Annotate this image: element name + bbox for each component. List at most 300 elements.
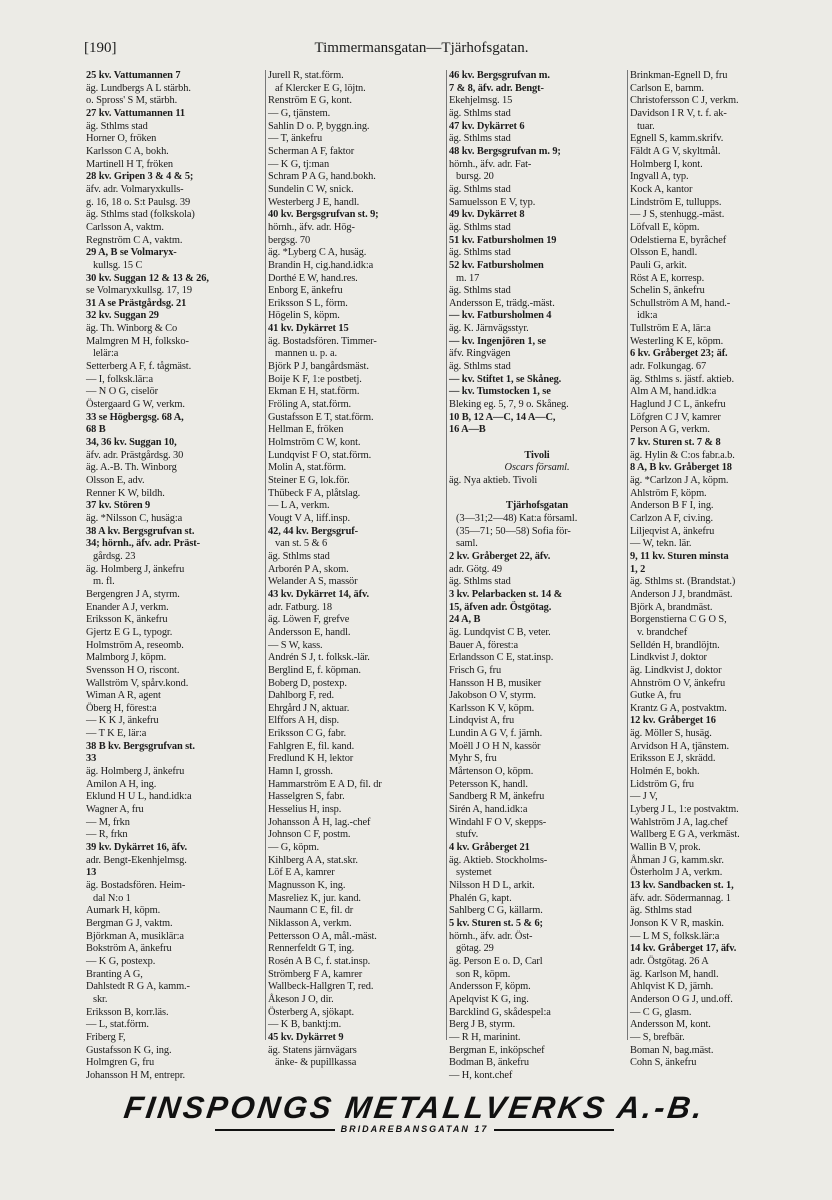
directory-line: Jakobson O V, styrm. bbox=[449, 690, 536, 702]
directory-line: Eriksson S L, förm. bbox=[268, 297, 348, 309]
directory-line: Jonson K V R, maskin. bbox=[630, 917, 724, 929]
directory-line: saml. bbox=[456, 538, 478, 550]
directory-line: g. 16, 18 o. S:t Paulsg. 39 bbox=[86, 196, 191, 208]
directory-line: Carlzon A F, civ.ing. bbox=[630, 512, 713, 524]
directory-line: Holmberg I, kont. bbox=[630, 158, 703, 170]
directory-line: 38 B kv. Bergsgrufvan st. bbox=[86, 740, 195, 752]
directory-line: äg. A.-B. Th. Winborg bbox=[86, 462, 177, 474]
directory-line: 46 kv. Bergsgrufvan m. bbox=[449, 70, 550, 81]
directory-line: Holmström C W, kont. bbox=[268, 437, 361, 449]
directory-line: Cohn S, änkefru bbox=[630, 1057, 697, 1069]
directory-line: Windahl F O V, skepps- bbox=[449, 816, 547, 828]
directory-line: äg. *Lyberg C A, husäg. bbox=[268, 247, 367, 259]
directory-line: 6 kv. Gråberget 23; äf. bbox=[630, 348, 728, 360]
directory-line: 7 & 8, äfv. adr. Bengt- bbox=[449, 82, 544, 94]
directory-line: Fahlgren E, fil. kand. bbox=[268, 740, 355, 752]
directory-line: Christofersson C J, verkm. bbox=[630, 95, 739, 107]
directory-line: Frisch G, fru bbox=[449, 664, 502, 676]
directory-line: Andersson E, handl. bbox=[268, 626, 351, 638]
directory-line: äg. *Nilsson C, husäg:a bbox=[86, 512, 183, 524]
directory-line: dal N:o 1 bbox=[93, 892, 131, 904]
directory-line: änke- & pupillkassa bbox=[275, 1057, 357, 1069]
directory-line: äg. *Carlzon J A, köpm. bbox=[630, 475, 729, 486]
directory-line: äg. Sthlms stad bbox=[449, 247, 511, 259]
directory-line: Fröling A, stat.förm. bbox=[268, 399, 352, 411]
directory-line: 13 bbox=[86, 867, 97, 879]
directory-line: Ekehjelmsg. 15 bbox=[449, 95, 513, 107]
directory-line: 33 se Högbergsg. 68 A, bbox=[86, 411, 184, 423]
directory-line: Åhman J G, kamm.skr. bbox=[630, 854, 724, 866]
directory-line: Sahlberg C G, källarm. bbox=[449, 905, 543, 917]
directory-line: Anderson O G J, und.off. bbox=[630, 993, 733, 1005]
directory-line: Lundin A G V, f. järnh. bbox=[449, 728, 543, 740]
directory-line: Masreliez K, jur. kand. bbox=[268, 892, 361, 904]
directory-line: adr. Fatburg. 18 bbox=[268, 601, 333, 613]
directory-line: Hellman E, fröken bbox=[268, 424, 344, 436]
directory-line: hörnh., äfv. adr. Fat- bbox=[449, 158, 532, 170]
directory-line: — J S, stenhugg.-mäst. bbox=[630, 209, 725, 221]
directory-line: Elffors A H, disp. bbox=[268, 715, 340, 727]
directory-line: Berglind E, f. köpman. bbox=[268, 664, 361, 676]
directory-line: — G, köpm. bbox=[268, 842, 319, 854]
directory-line: o. Spross' S M, stärbh. bbox=[86, 95, 178, 107]
directory-line: äg. Sthlms stad bbox=[449, 361, 511, 373]
directory-line: Boman N, bag.mäst. bbox=[630, 1044, 714, 1056]
directory-line: 48 kv. Bergsgrufvan m. 9; bbox=[449, 145, 561, 157]
directory-line: 31 A se Prästgårdsg. 21 bbox=[86, 297, 187, 309]
directory-line: 49 kv. Dykärret 8 bbox=[449, 209, 525, 221]
directory-line: Enander A J, verkm. bbox=[86, 601, 169, 613]
column-4 bbox=[627, 70, 808, 1069]
directory-line: v. brandchef bbox=[637, 626, 688, 638]
column-1 bbox=[84, 70, 265, 1081]
directory-line: Hamn I, grossh. bbox=[268, 766, 333, 778]
directory-line: systemet bbox=[456, 867, 492, 879]
directory-line: 9, 11 kv. Sturen minsta bbox=[630, 550, 729, 562]
directory-line: Schullström A M, hand.- bbox=[630, 297, 731, 309]
directory-line: Boije K F, 1:e postbetj. bbox=[268, 373, 362, 385]
directory-line: af Klercker E G, löjtn. bbox=[275, 82, 366, 94]
directory-line: Bergman E, inköpschef bbox=[449, 1044, 545, 1056]
directory-line: Hammarström E A D, fil. dr bbox=[268, 778, 382, 790]
directory-line: — N O G, ciselör bbox=[86, 386, 158, 398]
directory-line bbox=[449, 488, 625, 501]
directory-line: adr. Östgötag. 26 A bbox=[630, 955, 709, 967]
directory-line: 13 kv. Sandbacken st. 1, bbox=[630, 880, 734, 891]
directory-line: 25 kv. Vattumannen 7 bbox=[86, 70, 181, 81]
directory-line: Wallberg E G A, verkmäst. bbox=[630, 829, 740, 841]
directory-line: äg. Sthlms stad bbox=[449, 576, 511, 588]
directory-line: Petersson K, handl. bbox=[449, 778, 528, 790]
directory-line: 34; hörnh., äfv. adr. Präst- bbox=[86, 538, 201, 550]
directory-line: — kv. Tumstocken 1, se bbox=[449, 386, 551, 398]
directory-line: Anderson B F I, ing. bbox=[630, 500, 714, 512]
directory-line: Vougt V A, liff.insp. bbox=[268, 512, 351, 524]
directory-line: mannen u. p. a. bbox=[275, 348, 337, 360]
directory-line: — kv. Ingenjören 1, se bbox=[449, 335, 546, 347]
directory-line: Holmström A, reseomb. bbox=[86, 639, 184, 651]
directory-line: Arborén P A, skom. bbox=[268, 563, 349, 575]
directory-line: Wagner A, fru bbox=[86, 804, 144, 816]
directory-line: Tjärhofsgatan bbox=[505, 500, 569, 512]
directory-line: Gutke A, fru bbox=[630, 690, 682, 702]
directory-line: Steiner E G, lok.för. bbox=[268, 475, 350, 486]
directory-line: Eriksson K, änkefru bbox=[86, 614, 168, 626]
directory-line: äg. Th. Winborg & Co bbox=[86, 323, 178, 335]
directory-line: Mårtenson O, köpm. bbox=[449, 766, 534, 778]
directory-line: Sandberg R M, änkefru bbox=[449, 791, 545, 803]
directory-line: Löf E A, kamrer bbox=[268, 867, 335, 879]
directory-line: Öberg H, förest:a bbox=[86, 702, 157, 714]
directory-line: Sahlin D o. P, byggn.ing. bbox=[268, 120, 370, 132]
directory-line: m. fl. bbox=[93, 576, 115, 588]
directory-line: äg. K. Järnvägsstyr. bbox=[449, 323, 529, 335]
directory-line: — K K J, änkefru bbox=[86, 715, 159, 727]
directory-line: Haglund J C L, änkefru bbox=[630, 399, 726, 411]
directory-line: Martinell H T, fröken bbox=[86, 158, 173, 170]
directory-line: Liljeqvist A, änkefru bbox=[630, 525, 715, 537]
directory-line: 38 A kv. Bergsgrufvan st. bbox=[86, 525, 195, 537]
directory-line: Fredlund K H, lektor bbox=[268, 753, 354, 765]
directory-line: m. 17 bbox=[456, 272, 480, 284]
directory-line: 51 kv. Fatbursholmen 19 bbox=[449, 234, 557, 246]
directory-line: — J V, bbox=[630, 791, 658, 803]
directory-line: hörnh., äfv. adr. Hög- bbox=[268, 221, 355, 233]
directory-line: 40 kv. Bergsgrufvan st. 9; bbox=[268, 209, 379, 221]
directory-line: — kv. Stiftet 1, se Skåneg. bbox=[449, 373, 562, 385]
directory-line: 4 kv. Gråberget 21 bbox=[449, 842, 530, 854]
directory-line: Molin A, stat.förm. bbox=[268, 462, 347, 474]
directory-line: Thübeck F A, plåtslag. bbox=[268, 487, 361, 499]
directory-line: Davidson I R V, t. f. ak- bbox=[630, 107, 727, 119]
directory-line: Lyberg J L, 1:e postvaktm. bbox=[630, 804, 739, 816]
directory-line: Wiman A R, agent bbox=[86, 690, 161, 702]
directory-line: Barcklind G, skådespel:a bbox=[449, 1006, 551, 1018]
directory-line: äg. Sthlms stad bbox=[86, 120, 148, 132]
directory-line: van st. 5 & 6 bbox=[275, 538, 328, 550]
directory-line: Lundqvist F O, stat.förm. bbox=[268, 449, 372, 461]
directory-page bbox=[84, 40, 809, 1165]
directory-line: Apelqvist K G, ing. bbox=[449, 993, 529, 1005]
directory-line: äg. Sthlms stad bbox=[449, 221, 511, 233]
directory-line: Naumann C E, fil. dr bbox=[268, 905, 354, 917]
directory-line: Strömberg F A, kamrer bbox=[268, 968, 363, 980]
directory-line: Bokström A, änkefru bbox=[86, 943, 172, 955]
directory-line: 37 kv. Stören 9 bbox=[86, 500, 151, 512]
directory-line: gårdsg. 23 bbox=[93, 550, 136, 562]
directory-line: Tullström E A, lär:a bbox=[630, 323, 711, 335]
directory-line: lelär:a bbox=[93, 348, 119, 360]
directory-line: Carlsson A, vaktm. bbox=[86, 221, 164, 233]
directory-line: Horner O, fröken bbox=[86, 133, 157, 145]
directory-line: Högelin S, köpm. bbox=[268, 310, 340, 322]
directory-line: Wallbeck-Hallgren T, red. bbox=[268, 981, 374, 993]
directory-line: äg. Sthlms st. (Brandstat.) bbox=[630, 576, 736, 588]
directory-line: bergsg. 70 bbox=[268, 234, 311, 246]
directory-line: 32 kv. Suggan 29 bbox=[86, 310, 159, 322]
directory-line: äfv. Ringvägen bbox=[449, 348, 511, 360]
directory-line: Johansson H M, entrepr. bbox=[86, 1069, 185, 1081]
directory-line: Bleking eg. 5, 7, 9 o. Skåneg. bbox=[449, 399, 569, 411]
directory-line: bursg. 20 bbox=[456, 171, 494, 183]
directory-line: Johnson C F, postm. bbox=[268, 829, 351, 841]
directory-line: Westerberg J E, handl. bbox=[268, 196, 360, 208]
directory-line: Olsson E, adv. bbox=[86, 475, 145, 486]
directory-line: 5 kv. Sturen st. 5 & 6; bbox=[449, 917, 543, 929]
directory-line: äg. Bostadsfören. Timmer- bbox=[268, 335, 377, 347]
directory-line: Branting A G, bbox=[86, 968, 143, 980]
directory-line: Andersson E, trädg.-mäst. bbox=[449, 297, 555, 309]
directory-line: äg. Bostadsfören. Heim- bbox=[86, 880, 186, 891]
directory-line: — G, tjänstem. bbox=[268, 107, 331, 119]
directory-line: äg. Hylin & C:os fabr.a.b. bbox=[630, 449, 735, 461]
directory-line: Andersson F, köpm. bbox=[449, 981, 531, 993]
directory-line: 29 A, B se Volmaryx- bbox=[86, 247, 177, 259]
directory-line: 15, äfven adr. Östgötag. bbox=[449, 601, 552, 613]
directory-line: Ahnström O V, änkefru bbox=[630, 677, 726, 689]
directory-line: Österholm J A, verkm. bbox=[630, 867, 723, 879]
directory-line: äfv. adr. Volmaryxkulls- bbox=[86, 183, 184, 195]
directory-line: Phalén G, kapt. bbox=[449, 892, 512, 904]
directory-line: Gustafsson E T, stat.förm. bbox=[268, 411, 374, 423]
directory-line: äg. Sthlms stad bbox=[449, 183, 511, 195]
directory-line: Nilsson H D L, arkit. bbox=[449, 880, 535, 891]
directory-line: 14 kv. Gråberget 17, äfv. bbox=[630, 943, 737, 955]
directory-line: — M, frkn bbox=[86, 816, 130, 828]
directory-line: 30 kv. Suggan 12 & 13 & 26, bbox=[86, 272, 209, 284]
directory-line: Boberg D, postexp. bbox=[268, 677, 347, 689]
directory-line: Holmén E, bokh. bbox=[630, 766, 700, 778]
directory-line: Anderson J J, brandmäst. bbox=[630, 588, 733, 600]
directory-line: 12 kv. Gråberget 16 bbox=[630, 715, 716, 727]
advertisement-address: BRIDAREBANSGATAN 17 bbox=[340, 1124, 489, 1134]
directory-line: Gustafsson K G, ing. bbox=[86, 1044, 172, 1056]
directory-line: Enborg E, änkefru bbox=[268, 285, 343, 297]
directory-line: 1, 2 bbox=[630, 563, 646, 575]
directory-line: Scherman A F, faktor bbox=[268, 145, 355, 157]
directory-line: — S, brefbär. bbox=[630, 1031, 685, 1043]
directory-line: — L A, verkm. bbox=[268, 500, 330, 512]
directory-line: Erlandsson C E, stat.insp. bbox=[449, 652, 554, 664]
directory-line: 24 A, B bbox=[449, 614, 481, 626]
directory-line: äg. Holmberg J, änkefru bbox=[86, 766, 185, 778]
directory-line: Holmgren G, fru bbox=[86, 1057, 155, 1069]
directory-line: — kv. Fatbursholmen 4 bbox=[449, 310, 552, 322]
directory-line: Krantz G A, postvaktm. bbox=[630, 702, 727, 714]
directory-line: 41 kv. Dykärret 15 bbox=[268, 323, 349, 335]
directory-line: Lindqvist A, fru bbox=[449, 715, 515, 727]
rule-left bbox=[215, 1129, 335, 1131]
directory-line: 68 B bbox=[86, 424, 106, 436]
directory-line: Eriksson B, korr.läs. bbox=[86, 1006, 169, 1018]
directory-line: idk:a bbox=[637, 310, 658, 322]
directory-line: — I, folksk.lär:a bbox=[86, 373, 153, 385]
directory-line: 42, 44 kv. Bergsgruf- bbox=[268, 525, 358, 537]
directory-columns bbox=[84, 70, 809, 1081]
directory-line: Oscars församl. bbox=[504, 462, 570, 474]
directory-line: — L M S, folksk.lär:a bbox=[630, 930, 720, 942]
directory-line: Tivoli bbox=[524, 449, 550, 461]
page-number: [190] bbox=[84, 40, 117, 56]
directory-line: 43 kv. Dykärret 14, äfv. bbox=[268, 588, 370, 600]
directory-line: Ahlqvist K D, järnh. bbox=[630, 981, 714, 993]
directory-line: Eriksson C G, fabr. bbox=[268, 728, 347, 740]
directory-line: Åkeson J O, dir. bbox=[268, 993, 334, 1005]
directory-line: Selldén H, brandlöjtn. bbox=[630, 639, 720, 651]
directory-line: (35—71; 50—58) Sofia för- bbox=[456, 525, 571, 537]
directory-line: Moëll J O H N, kassör bbox=[449, 740, 541, 752]
directory-line: Wahlström J A, lag.chef bbox=[630, 816, 728, 828]
directory-line: Magnusson K, ing. bbox=[268, 880, 346, 891]
directory-line: Andrén S J, t. folksk.-lär. bbox=[268, 652, 370, 664]
page-header bbox=[84, 40, 809, 64]
directory-line: 34, 36 kv. Suggan 10, bbox=[86, 437, 177, 449]
directory-line: — C G, glasm. bbox=[630, 1006, 692, 1018]
directory-line: äg. Lundqvist C B, veter. bbox=[449, 626, 551, 638]
directory-line: 39 kv. Dykärret 16, äfv. bbox=[86, 842, 188, 854]
directory-line: äfv. adr. Prästgårdsg. 30 bbox=[86, 449, 184, 461]
directory-line: Karlsson C A, bokh. bbox=[86, 145, 169, 157]
directory-line: Borgenstierna C G O S, bbox=[630, 614, 727, 626]
directory-line: — T K E, lär:a bbox=[86, 728, 147, 740]
directory-line: Samuelsson E V, typ. bbox=[449, 196, 536, 208]
directory-line: tuar. bbox=[637, 120, 655, 132]
directory-line: hörnh., äfv. adr. Öst- bbox=[449, 930, 533, 942]
directory-line: Regnström C A, vaktm. bbox=[86, 234, 183, 246]
directory-line: äg. Statens järnvägars bbox=[268, 1044, 357, 1056]
directory-line: götag. 29 bbox=[456, 943, 494, 955]
directory-line: Berg J B, styrm. bbox=[449, 1019, 516, 1031]
directory-line: äfv. adr. Södermannag. 1 bbox=[630, 892, 731, 904]
directory-line: Schelin S, änkefru bbox=[630, 285, 705, 297]
directory-line: Lindström E, tullupps. bbox=[630, 196, 722, 208]
directory-line: (3—31;2—48) Kat:a församl. bbox=[456, 512, 578, 524]
directory-line: Ahlström F, köpm. bbox=[630, 487, 707, 499]
directory-line: Pauli G, arkit. bbox=[630, 259, 687, 271]
directory-line: äg. Möller S, husäg. bbox=[630, 728, 712, 740]
directory-line: — K B, banktj:m. bbox=[268, 1019, 342, 1031]
directory-line: äg. Aktieb. Stockholms- bbox=[449, 854, 548, 866]
directory-line: Wallin B V, prok. bbox=[630, 842, 701, 854]
directory-line: — H, kont.chef bbox=[449, 1069, 513, 1081]
column-2 bbox=[265, 70, 446, 1069]
directory-line: Dorthé E W, hand.res. bbox=[268, 272, 358, 284]
directory-line: Friberg F, bbox=[86, 1031, 126, 1043]
directory-line: Brinkman-Egnell D, fru bbox=[630, 70, 728, 81]
directory-line: äg. Lindkvist J, doktor bbox=[630, 664, 722, 676]
running-head: Timmermansgatan—Tjärhofsgatan. bbox=[314, 40, 529, 56]
directory-line: Rennerfeldt G T, ing. bbox=[268, 943, 355, 955]
directory-line: Svensson H O, riscont. bbox=[86, 664, 180, 676]
directory-line: äg. Lundbergs A L stärbh. bbox=[86, 82, 191, 94]
directory-line: skr. bbox=[93, 993, 108, 1005]
directory-line: Bodman B, änkefru bbox=[449, 1057, 529, 1069]
directory-line: Fäldt A G V, skyltmål. bbox=[630, 145, 721, 157]
directory-line: Wallström V, spårv.kond. bbox=[86, 677, 189, 689]
directory-line: Hasselgren S, fabr. bbox=[268, 791, 345, 803]
directory-line: — R, frkn bbox=[86, 829, 128, 841]
directory-line: 2 kv. Gråberget 22, äfv. bbox=[449, 550, 551, 562]
directory-line: kullsg. 15 C bbox=[93, 259, 143, 271]
directory-line: Kock A, kantor bbox=[630, 183, 693, 195]
column-3 bbox=[446, 70, 627, 1081]
directory-line: — S W, kass. bbox=[268, 639, 323, 651]
directory-line: äg. Nya aktieb. Tivoli bbox=[449, 475, 538, 486]
directory-line: Alm A M, hand.idk:a bbox=[630, 386, 717, 398]
directory-line: äg. Sthlms stad bbox=[449, 133, 511, 145]
directory-line: Östergaard G W, verkm. bbox=[86, 399, 185, 411]
directory-line: Ingvall A, typ. bbox=[630, 171, 689, 183]
directory-line: Karlsson K V, köpm. bbox=[449, 702, 535, 714]
directory-line: Löfgren C J V, kamrer bbox=[630, 411, 721, 423]
directory-line: Malmborg J, köpm. bbox=[86, 652, 167, 664]
directory-line: Rosén A B C, f. stat.insp. bbox=[268, 955, 371, 967]
directory-line: son R, köpm. bbox=[456, 968, 511, 980]
rule-right bbox=[494, 1129, 614, 1131]
directory-line: äg. Holmberg J, änkefru bbox=[86, 563, 185, 575]
directory-line: Niklasson A, verkm. bbox=[268, 917, 352, 929]
directory-line: Bergman G J, vaktm. bbox=[86, 917, 173, 929]
directory-line: — R H, marinint. bbox=[449, 1031, 521, 1043]
directory-line: 47 kv. Dykärret 6 bbox=[449, 120, 525, 132]
directory-line: Carlson E, barnm. bbox=[630, 82, 704, 94]
directory-line: — K G, postexp. bbox=[86, 955, 156, 967]
advertisement-main-text: FINSPONGS METALLVERKS A.-B. bbox=[121, 1090, 708, 1125]
directory-line: Person A G, verkm. bbox=[630, 424, 710, 436]
directory-line: 27 kv. Vattumannen 11 bbox=[86, 107, 185, 119]
directory-line: Malmgren M H, folksko- bbox=[86, 335, 189, 347]
directory-line: 8 A, B kv. Gråberget 18 bbox=[630, 462, 732, 474]
directory-line: — W, tekn. lär. bbox=[630, 538, 692, 550]
directory-line: äg. Sthlms stad bbox=[449, 285, 511, 297]
directory-line: 7 kv. Sturen st. 7 & 8 bbox=[630, 437, 721, 449]
directory-line: Amilon A H, ing. bbox=[86, 778, 157, 790]
directory-line: — T, änkefru bbox=[268, 133, 323, 145]
directory-line: Olsson E, handl. bbox=[630, 247, 698, 259]
directory-line: 10 B, 12 A—C, 14 A—C, bbox=[449, 411, 556, 423]
directory-line: Renström E G, kont. bbox=[268, 95, 352, 107]
directory-line: Lindkvist J, doktor bbox=[630, 652, 707, 664]
directory-line: 16 A—B bbox=[449, 424, 486, 436]
directory-line: Sirén A, hand.idk:a bbox=[449, 804, 528, 816]
directory-line: Ehrgård J N, aktuar. bbox=[268, 702, 350, 714]
directory-line: Westerling K E, köpm. bbox=[630, 335, 724, 347]
directory-line: stufv. bbox=[456, 829, 479, 841]
directory-line: Bauer A, förest:a bbox=[449, 639, 518, 651]
directory-line: 28 kv. Gripen 3 & 4 & 5; bbox=[86, 171, 194, 183]
directory-line: Sundelin C W, snick. bbox=[268, 183, 354, 195]
directory-line: Egnell S, kamm.skrifv. bbox=[630, 133, 724, 145]
directory-line: Gjertz E G L, typogr. bbox=[86, 626, 173, 638]
directory-line: äg. Löwen F, grefve bbox=[268, 614, 350, 626]
directory-line: Jurell R, stat.förm. bbox=[268, 70, 344, 81]
directory-line: Setterberg A F, f. tågmäst. bbox=[86, 361, 192, 373]
directory-line: adr. Bengt-Ekenhjelmsg. bbox=[86, 854, 187, 866]
directory-line: Björkman A, musiklär:a bbox=[86, 930, 184, 942]
directory-line: Myhr S, fru bbox=[449, 753, 497, 765]
directory-line: Löfvall E, köpm. bbox=[630, 221, 700, 233]
advertisement-banner bbox=[0, 1090, 829, 1134]
directory-line: äg. Person E o. D, Carl bbox=[449, 955, 543, 967]
directory-line: äg. Sthlms stad bbox=[449, 107, 511, 119]
directory-line: Björk A, brandmäst. bbox=[630, 601, 713, 613]
directory-line: Hansson H B, musiker bbox=[449, 677, 542, 689]
directory-line: äg. Sthlms stad (folkskola) bbox=[86, 209, 195, 221]
directory-line: äg. Sthlms stad bbox=[268, 550, 330, 562]
directory-line: Eklund H U L, hand.idk:a bbox=[86, 791, 192, 803]
directory-line: Arvidson H A, tjänstem. bbox=[630, 740, 730, 752]
directory-line: Björk P J, bangårdsmäst. bbox=[268, 361, 369, 373]
